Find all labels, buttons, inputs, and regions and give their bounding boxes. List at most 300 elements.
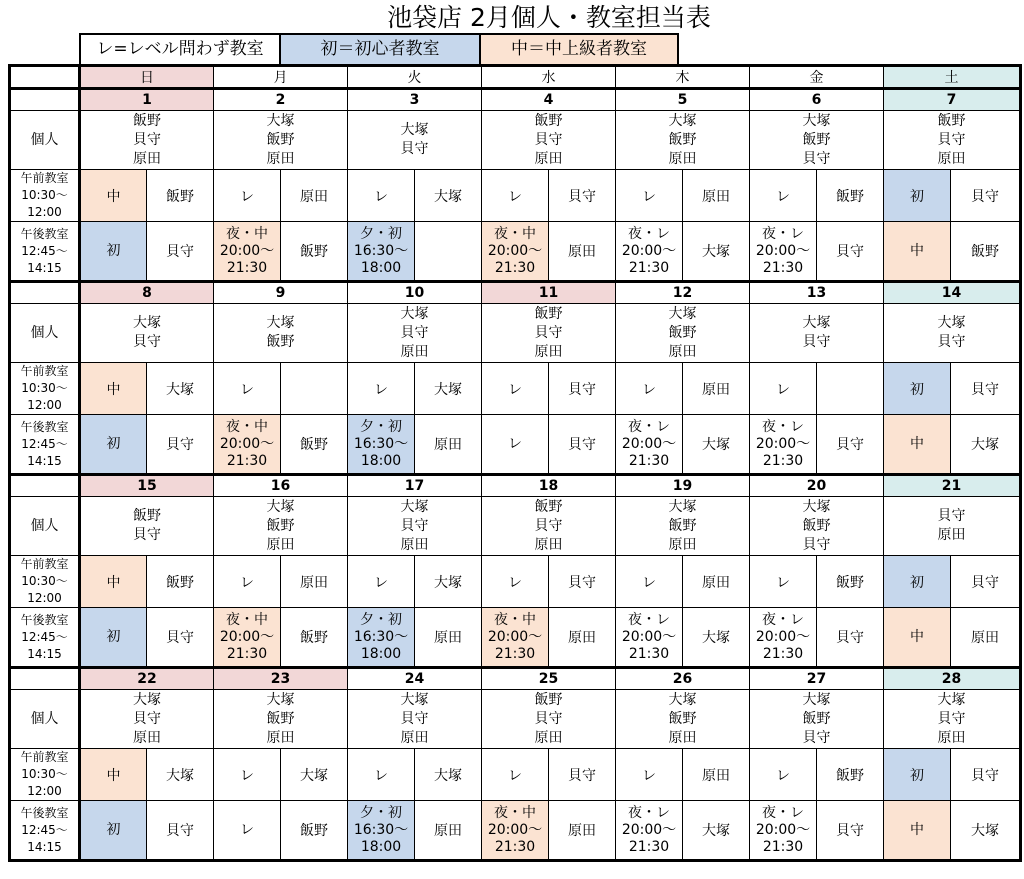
am-instructor: 大塚	[415, 749, 482, 801]
schedule-table	[8, 64, 1022, 862]
am-class-type: レ	[750, 363, 817, 415]
row-label-am-line: 12:00	[27, 591, 62, 605]
individual-staff-cell-line: 貝守	[133, 527, 161, 543]
pm-class-type-line: 20:00〜	[755, 628, 811, 645]
am-instructor: 飯野	[147, 170, 214, 222]
pm-class-type-line: 中	[910, 821, 924, 838]
date-cell: 12	[616, 282, 750, 304]
pm-class-type-line: 中	[910, 628, 924, 645]
weekday-header: 火	[348, 66, 482, 89]
pm-class-type	[214, 415, 281, 475]
individual-staff-cell-line: 飯野	[668, 131, 697, 148]
individual-staff-cell-line: 原田	[668, 343, 697, 360]
pm-class-type-line: 21:30	[762, 645, 804, 662]
legend-level-free: レ=レベル問わず教室	[81, 35, 281, 64]
pm-instructor: 原田	[549, 222, 616, 282]
am-class-type: 中	[80, 749, 147, 801]
pm-class-type	[214, 222, 281, 282]
individual-staff-cell-line: 大塚	[266, 315, 295, 331]
individual-staff-cell-line: 飯野	[266, 710, 295, 727]
pm-class-type	[750, 608, 817, 668]
weekday-header: 月	[214, 66, 348, 89]
individual-staff-cell-line: 原田	[534, 343, 563, 360]
am-instructor: 大塚	[147, 749, 214, 801]
individual-staff-cell	[348, 304, 482, 363]
date-cell: 21	[884, 475, 1021, 497]
pm-instructor: 大塚	[683, 222, 750, 282]
pm-class-type-line: 夜・レ	[628, 611, 670, 628]
pm-class-type	[884, 415, 951, 475]
pm-class-type	[80, 608, 147, 668]
am-instructor: 原田	[281, 556, 348, 608]
row-label-pm	[10, 801, 80, 861]
am-class-type: 初	[884, 749, 951, 801]
individual-staff-cell	[348, 690, 482, 749]
pm-class-type-line: 20:00〜	[621, 242, 677, 259]
date-cell: 7	[884, 89, 1021, 111]
pm-class-type-line: 21:30	[628, 452, 670, 469]
pm-class-type-line: 21:30	[226, 259, 268, 276]
am-class-type: レ	[482, 170, 549, 222]
pm-class-type-line: 16:30〜	[353, 628, 409, 645]
individual-staff-cell-line: 原田	[266, 150, 295, 167]
am-instructor: 貝守	[951, 363, 1021, 415]
weekday-header: 水	[482, 66, 616, 89]
weekday-header: 土	[884, 66, 1021, 89]
pm-class-type-line: レ	[240, 821, 254, 838]
pm-class-type	[616, 801, 683, 861]
weekday-header: 木	[616, 66, 750, 89]
am-class-type: 初	[884, 170, 951, 222]
pm-instructor: 大塚	[683, 415, 750, 475]
individual-staff-cell-line: 貝守	[133, 710, 161, 727]
am-instructor	[817, 363, 884, 415]
individual-staff-cell-line: 貝守	[802, 150, 831, 167]
date-cell: 22	[80, 668, 214, 690]
individual-staff-cell-line: 原田	[534, 150, 563, 167]
pm-class-type-line: 夜・中	[226, 225, 268, 242]
pm-class-type-line: 21:30	[226, 645, 268, 662]
row-label-pm-line: 14:15	[27, 839, 62, 854]
individual-staff-cell-line: 貝守	[534, 324, 563, 341]
pm-class-type-line: 20:00〜	[219, 242, 275, 259]
individual-staff-cell-line: 原田	[534, 536, 563, 553]
row-label-pm	[10, 608, 80, 668]
pm-class-type-line: 21:30	[494, 838, 536, 855]
date-cell: 20	[750, 475, 884, 497]
pm-class-type-line: 20:00〜	[621, 821, 677, 838]
pm-instructor: 貝守	[147, 608, 214, 668]
pm-instructor	[415, 222, 482, 282]
individual-staff-cell-line: 飯野	[668, 324, 697, 341]
individual-staff-cell-line: 大塚	[266, 112, 295, 129]
individual-staff-cell	[214, 690, 348, 749]
pm-class-type-line: 20:00〜	[219, 628, 275, 645]
individual-staff-cell	[80, 111, 214, 170]
pm-class-type-line: 21:30	[628, 645, 670, 662]
pm-class-type-line: 20:00〜	[219, 435, 275, 452]
individual-staff-cell	[214, 304, 348, 363]
pm-instructor: 原田	[549, 608, 616, 668]
legend-beginner: 初＝初心者教室	[281, 35, 481, 64]
date-cell: 6	[750, 89, 884, 111]
am-class-type: 中	[80, 170, 147, 222]
individual-staff-cell-line: 原田	[133, 729, 161, 746]
am-class-type: レ	[616, 363, 683, 415]
pm-class-type-line: 18:00	[360, 838, 402, 855]
pm-class-type-line: 初	[106, 435, 121, 452]
individual-staff-cell-line: 貝守	[937, 131, 966, 148]
pm-class-type-line: 夕・初	[360, 804, 402, 821]
pm-class-type-line: 夜・レ	[762, 611, 804, 628]
date-cell: 26	[616, 668, 750, 690]
individual-staff-cell	[80, 304, 214, 363]
pm-class-type-line: 夕・初	[360, 225, 402, 242]
pm-class-type	[348, 222, 415, 282]
pm-instructor: 飯野	[951, 222, 1021, 282]
pm-instructor: 原田	[549, 801, 616, 861]
blank-cell	[10, 475, 80, 497]
pm-instructor: 原田	[951, 608, 1021, 668]
individual-staff-cell-line: 飯野	[668, 517, 697, 534]
individual-staff-cell-line: 飯野	[266, 517, 295, 534]
date-cell: 1	[80, 89, 214, 111]
pm-class-type-line: 16:30〜	[353, 242, 409, 259]
am-class-type: 中	[80, 556, 147, 608]
am-class-type: レ	[214, 749, 281, 801]
individual-staff-cell-line: 貝守	[400, 710, 429, 727]
am-instructor: 飯野	[147, 556, 214, 608]
date-cell: 5	[616, 89, 750, 111]
row-label-pm-line: 14:15	[27, 453, 62, 468]
individual-staff-cell-line: 貝守	[937, 508, 966, 524]
weekday-header: 日	[80, 66, 214, 89]
pm-instructor: 貝守	[147, 415, 214, 475]
am-class-type: レ	[482, 363, 549, 415]
individual-staff-cell-line: 大塚	[400, 122, 429, 138]
pm-class-type-line: 20:00〜	[487, 628, 543, 645]
individual-staff-cell-line: 貝守	[400, 517, 429, 534]
pm-class-type-line: 20:00〜	[621, 435, 677, 452]
am-instructor: 貝守	[951, 170, 1021, 222]
pm-class-type-line: 初	[106, 821, 121, 838]
individual-staff-cell-line: 原田	[937, 150, 966, 167]
date-cell: 28	[884, 668, 1021, 690]
pm-class-type	[750, 222, 817, 282]
individual-staff-cell	[750, 497, 884, 556]
am-class-type: 中	[80, 363, 147, 415]
am-class-type: レ	[750, 556, 817, 608]
individual-staff-cell-line: 原田	[668, 150, 697, 167]
pm-instructor: 原田	[415, 608, 482, 668]
individual-staff-cell-line: 貝守	[802, 334, 831, 350]
am-instructor: 大塚	[281, 749, 348, 801]
row-label-pm-line: 午後教室	[20, 226, 69, 241]
pm-class-type-line: 21:30	[628, 838, 670, 855]
pm-class-type-line: 20:00〜	[755, 435, 811, 452]
blank-cell	[10, 89, 80, 111]
row-label-am-line: 10:30〜	[21, 188, 68, 202]
pm-instructor: 大塚	[683, 801, 750, 861]
pm-class-type-line: 夜・中	[494, 611, 536, 628]
am-instructor: 飯野	[817, 170, 884, 222]
individual-staff-cell-line: 原田	[266, 536, 295, 553]
individual-staff-cell-line: 貝守	[133, 334, 161, 350]
individual-staff-cell-line: 飯野	[266, 334, 295, 350]
am-instructor: 原田	[683, 749, 750, 801]
legend-intermediate: 中＝中上級者教室	[481, 35, 677, 64]
row-label-am-line: 12:00	[27, 784, 62, 798]
individual-staff-cell-line: 飯野	[266, 131, 295, 148]
row-label-am-line: 午前教室	[20, 171, 69, 185]
am-instructor: 飯野	[817, 556, 884, 608]
pm-instructor: 飯野	[281, 415, 348, 475]
row-label-am-line: 午前教室	[20, 557, 69, 571]
individual-staff-cell-line: 原田	[668, 729, 697, 746]
individual-staff-cell-line: 大塚	[400, 691, 429, 708]
individual-staff-cell-line: 飯野	[668, 710, 697, 727]
row-label-am	[10, 749, 80, 801]
page-title: 池袋店 2月個人・教室担当表	[387, 3, 711, 32]
pm-class-type	[884, 222, 951, 282]
am-instructor: 貝守	[549, 170, 616, 222]
pm-class-type	[482, 801, 549, 861]
pm-class-type-line: 夜・中	[226, 418, 268, 435]
pm-class-type-line: 20:00〜	[487, 242, 543, 259]
row-label-am-line: 10:30〜	[21, 767, 68, 781]
individual-staff-cell-line: 貝守	[937, 334, 966, 350]
pm-class-type	[214, 801, 281, 861]
date-cell: 8	[80, 282, 214, 304]
am-instructor	[281, 363, 348, 415]
pm-class-type-line: 初	[106, 242, 121, 259]
pm-class-type-line: 中	[910, 242, 924, 259]
individual-staff-cell-line: 原田	[266, 729, 295, 746]
individual-staff-cell-line: 飯野	[133, 112, 161, 129]
date-cell: 14	[884, 282, 1021, 304]
row-label-pm-line: 午後教室	[20, 419, 69, 434]
pm-class-type-line: 18:00	[360, 645, 402, 662]
am-class-type: レ	[616, 170, 683, 222]
individual-staff-cell-line: 原田	[133, 150, 161, 167]
am-instructor: 大塚	[415, 170, 482, 222]
individual-staff-cell-line: 大塚	[266, 498, 295, 515]
individual-staff-cell	[884, 111, 1021, 170]
pm-class-type	[214, 608, 281, 668]
pm-class-type	[750, 415, 817, 475]
individual-staff-cell-line: 大塚	[133, 315, 161, 331]
individual-staff-cell-line: 大塚	[400, 305, 429, 322]
individual-staff-cell-line: 原田	[534, 729, 563, 746]
individual-staff-cell-line: 貝守	[400, 324, 429, 341]
individual-staff-cell-line: 飯野	[534, 112, 563, 129]
am-class-type: レ	[214, 363, 281, 415]
pm-class-type	[80, 415, 147, 475]
pm-class-type	[616, 222, 683, 282]
date-cell: 15	[80, 475, 214, 497]
am-class-type: レ	[616, 556, 683, 608]
individual-staff-cell	[884, 304, 1021, 363]
row-label-pm-line: 12:45〜	[21, 629, 68, 644]
pm-class-type	[482, 222, 549, 282]
pm-class-type-line: 夜・レ	[628, 418, 670, 435]
date-cell: 18	[482, 475, 616, 497]
pm-class-type-line: 18:00	[360, 259, 402, 276]
individual-staff-cell-line: 飯野	[802, 131, 831, 148]
pm-instructor: 貝守	[549, 415, 616, 475]
legend	[79, 33, 679, 66]
am-class-type: レ	[348, 363, 415, 415]
pm-class-type-line: 21:30	[762, 452, 804, 469]
individual-staff-cell-line: 大塚	[802, 498, 831, 515]
pm-instructor: 原田	[415, 415, 482, 475]
am-class-type: レ	[750, 170, 817, 222]
row-label-pm	[10, 222, 80, 282]
row-label-am-line: 10:30〜	[21, 381, 68, 395]
am-instructor: 大塚	[415, 556, 482, 608]
am-class-type: レ	[214, 556, 281, 608]
pm-class-type-line: 初	[106, 628, 121, 645]
individual-staff-cell-line: 飯野	[133, 508, 161, 524]
pm-instructor: 飯野	[281, 222, 348, 282]
row-label-pm-line: 午後教室	[20, 805, 69, 820]
am-class-type: 初	[884, 363, 951, 415]
pm-class-type-line: 夜・中	[494, 225, 536, 242]
pm-class-type-line: 20:00〜	[755, 242, 811, 259]
individual-staff-cell	[616, 111, 750, 170]
am-class-type: レ	[348, 170, 415, 222]
am-instructor: 原田	[281, 170, 348, 222]
date-cell: 16	[214, 475, 348, 497]
pm-class-type	[348, 415, 415, 475]
pm-class-type-line: 16:30〜	[353, 435, 409, 452]
am-class-type: レ	[348, 556, 415, 608]
individual-staff-cell-line: 飯野	[802, 710, 831, 727]
pm-class-type-line: レ	[508, 435, 522, 452]
pm-instructor: 大塚	[683, 608, 750, 668]
pm-class-type-line: 夕・初	[360, 418, 402, 435]
pm-class-type-line: 夜・レ	[762, 804, 804, 821]
pm-class-type-line: 20:00〜	[487, 821, 543, 838]
individual-staff-cell-line: 貝守	[534, 517, 563, 534]
row-label-am	[10, 170, 80, 222]
pm-instructor: 飯野	[281, 801, 348, 861]
weekday-header: 金	[750, 66, 884, 89]
row-label-pm-line: 14:15	[27, 260, 62, 275]
pm-class-type-line: 21:30	[628, 259, 670, 276]
row-label-individual: 個人	[10, 497, 80, 556]
row-label-individual: 個人	[10, 304, 80, 363]
individual-staff-cell	[884, 690, 1021, 749]
individual-staff-cell-line: 貝守	[802, 729, 831, 746]
row-label-am-line: 午前教室	[20, 364, 69, 378]
individual-staff-cell-line: 大塚	[668, 112, 697, 129]
individual-staff-cell	[616, 304, 750, 363]
pm-instructor: 貝守	[147, 801, 214, 861]
individual-staff-cell	[214, 497, 348, 556]
pm-class-type-line: 21:30	[494, 259, 536, 276]
blank-cell	[10, 668, 80, 690]
date-cell: 19	[616, 475, 750, 497]
pm-class-type-line: 夜・レ	[628, 225, 670, 242]
individual-staff-cell-line: 大塚	[937, 315, 966, 331]
individual-staff-cell-line: 大塚	[802, 315, 831, 331]
row-label-pm-line: 12:45〜	[21, 243, 68, 258]
row-label-pm	[10, 415, 80, 475]
individual-staff-cell-line: 原田	[400, 343, 429, 360]
row-label-pm-line: 12:45〜	[21, 822, 68, 837]
individual-staff-cell-line: 原田	[937, 527, 966, 543]
pm-instructor: 貝守	[147, 222, 214, 282]
row-label-am	[10, 556, 80, 608]
individual-staff-cell-line: 原田	[937, 729, 966, 746]
pm-class-type	[482, 608, 549, 668]
pm-class-type-line: 21:30	[762, 259, 804, 276]
individual-staff-cell	[750, 304, 884, 363]
individual-staff-cell-line: 大塚	[133, 691, 161, 708]
row-label-individual: 個人	[10, 690, 80, 749]
pm-class-type-line: 夕・初	[360, 611, 402, 628]
pm-class-type-line: 夜・レ	[762, 225, 804, 242]
am-instructor: 原田	[683, 556, 750, 608]
pm-class-type	[80, 801, 147, 861]
am-instructor: 原田	[683, 363, 750, 415]
row-label-pm-line: 午後教室	[20, 612, 69, 627]
pm-class-type-line: 16:30〜	[353, 821, 409, 838]
am-class-type: レ	[348, 749, 415, 801]
am-class-type: レ	[214, 170, 281, 222]
individual-staff-cell	[482, 497, 616, 556]
individual-staff-cell-line: 大塚	[802, 112, 831, 129]
am-instructor: 貝守	[951, 556, 1021, 608]
individual-staff-cell-line: 大塚	[266, 691, 295, 708]
am-class-type: レ	[482, 556, 549, 608]
pm-instructor: 貝守	[817, 222, 884, 282]
row-label-am-line: 午前教室	[20, 750, 69, 764]
individual-staff-cell	[482, 304, 616, 363]
pm-class-type	[482, 415, 549, 475]
individual-staff-cell-line: 貝守	[802, 536, 831, 553]
individual-staff-cell-line: 大塚	[802, 691, 831, 708]
am-instructor: 大塚	[415, 363, 482, 415]
row-label-am	[10, 363, 80, 415]
am-class-type: 初	[884, 556, 951, 608]
date-cell: 4	[482, 89, 616, 111]
row-label-am-line: 12:00	[27, 205, 62, 219]
pm-instructor: 貝守	[817, 415, 884, 475]
date-cell: 11	[482, 282, 616, 304]
individual-staff-cell	[482, 111, 616, 170]
individual-staff-cell-line: 貝守	[937, 710, 966, 727]
date-cell: 27	[750, 668, 884, 690]
am-class-type: レ	[482, 749, 549, 801]
date-cell: 17	[348, 475, 482, 497]
individual-staff-cell-line: 飯野	[534, 305, 563, 322]
individual-staff-cell-line: 原田	[668, 536, 697, 553]
pm-class-type-line: 夜・中	[494, 804, 536, 821]
individual-staff-cell	[884, 497, 1021, 556]
date-cell: 25	[482, 668, 616, 690]
pm-class-type-line: 21:30	[762, 838, 804, 855]
individual-staff-cell	[214, 111, 348, 170]
date-cell: 24	[348, 668, 482, 690]
pm-class-type-line: 中	[910, 435, 924, 452]
pm-class-type-line: 夜・レ	[762, 418, 804, 435]
pm-class-type	[348, 801, 415, 861]
am-class-type: レ	[616, 749, 683, 801]
row-label-pm-line: 12:45〜	[21, 436, 68, 451]
pm-class-type-line: 21:30	[226, 452, 268, 469]
